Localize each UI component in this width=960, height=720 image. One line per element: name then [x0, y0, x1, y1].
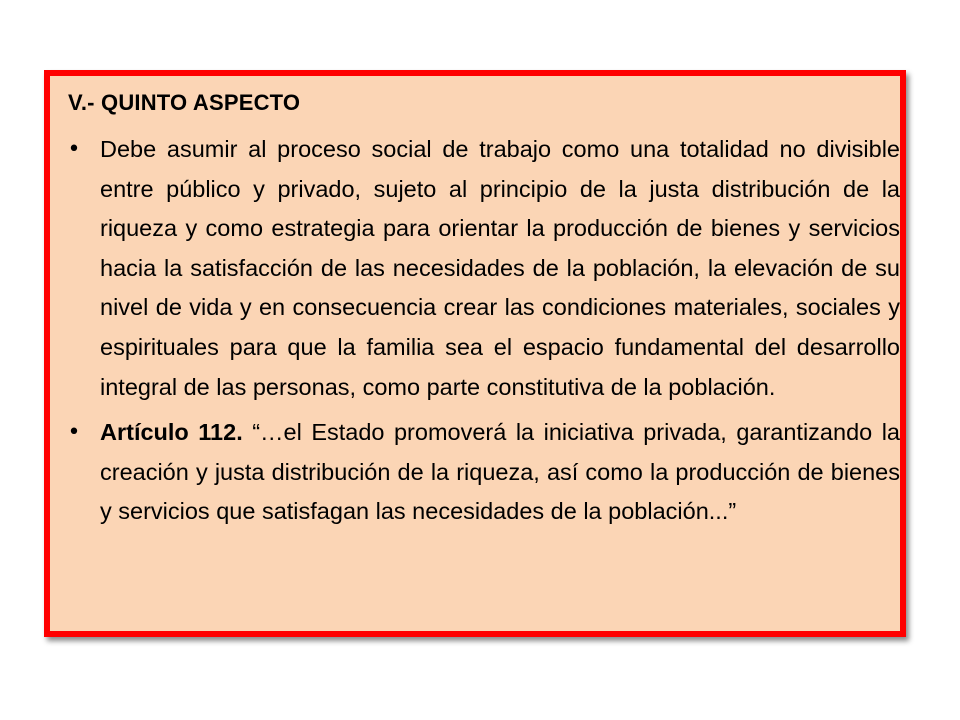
- content-box: [44, 70, 906, 637]
- bullet-text: Debe asumir al proceso social de trabajo como una totalidad no divisible entre público y privado, sujeto al principio de la justa distribución de la riqueza y como estrategia para orientar la producción de bienes y servicios hacia la satisfacción de las necesidades de la población, la elevación de su nivel de vida y en consecuencia crear las condiciones materiales, sociales y espirituales para que la familia sea el espacio fundamental del desarrollo integral de las personas, como parte constitutiva de la población.: [100, 136, 900, 400]
- bullet-dot-icon: •: [67, 420, 81, 446]
- article-quote: “…el Estado promoverá la iniciativa privada, garantizando la creación y justa distribución de la riqueza, así como la producción de bienes y servicios que satisfagan las necesidades de la población...”: [100, 419, 900, 525]
- bullet-item-quinto-aspecto: [64, 130, 900, 407]
- bullet-item-articulo-112: [64, 413, 900, 532]
- article-reference: Artículo 112.: [100, 419, 243, 446]
- bullet-list: [64, 130, 900, 532]
- bullet-dot-icon: •: [67, 137, 81, 162]
- section-heading: V.- QUINTO ASPECTO: [68, 90, 301, 115]
